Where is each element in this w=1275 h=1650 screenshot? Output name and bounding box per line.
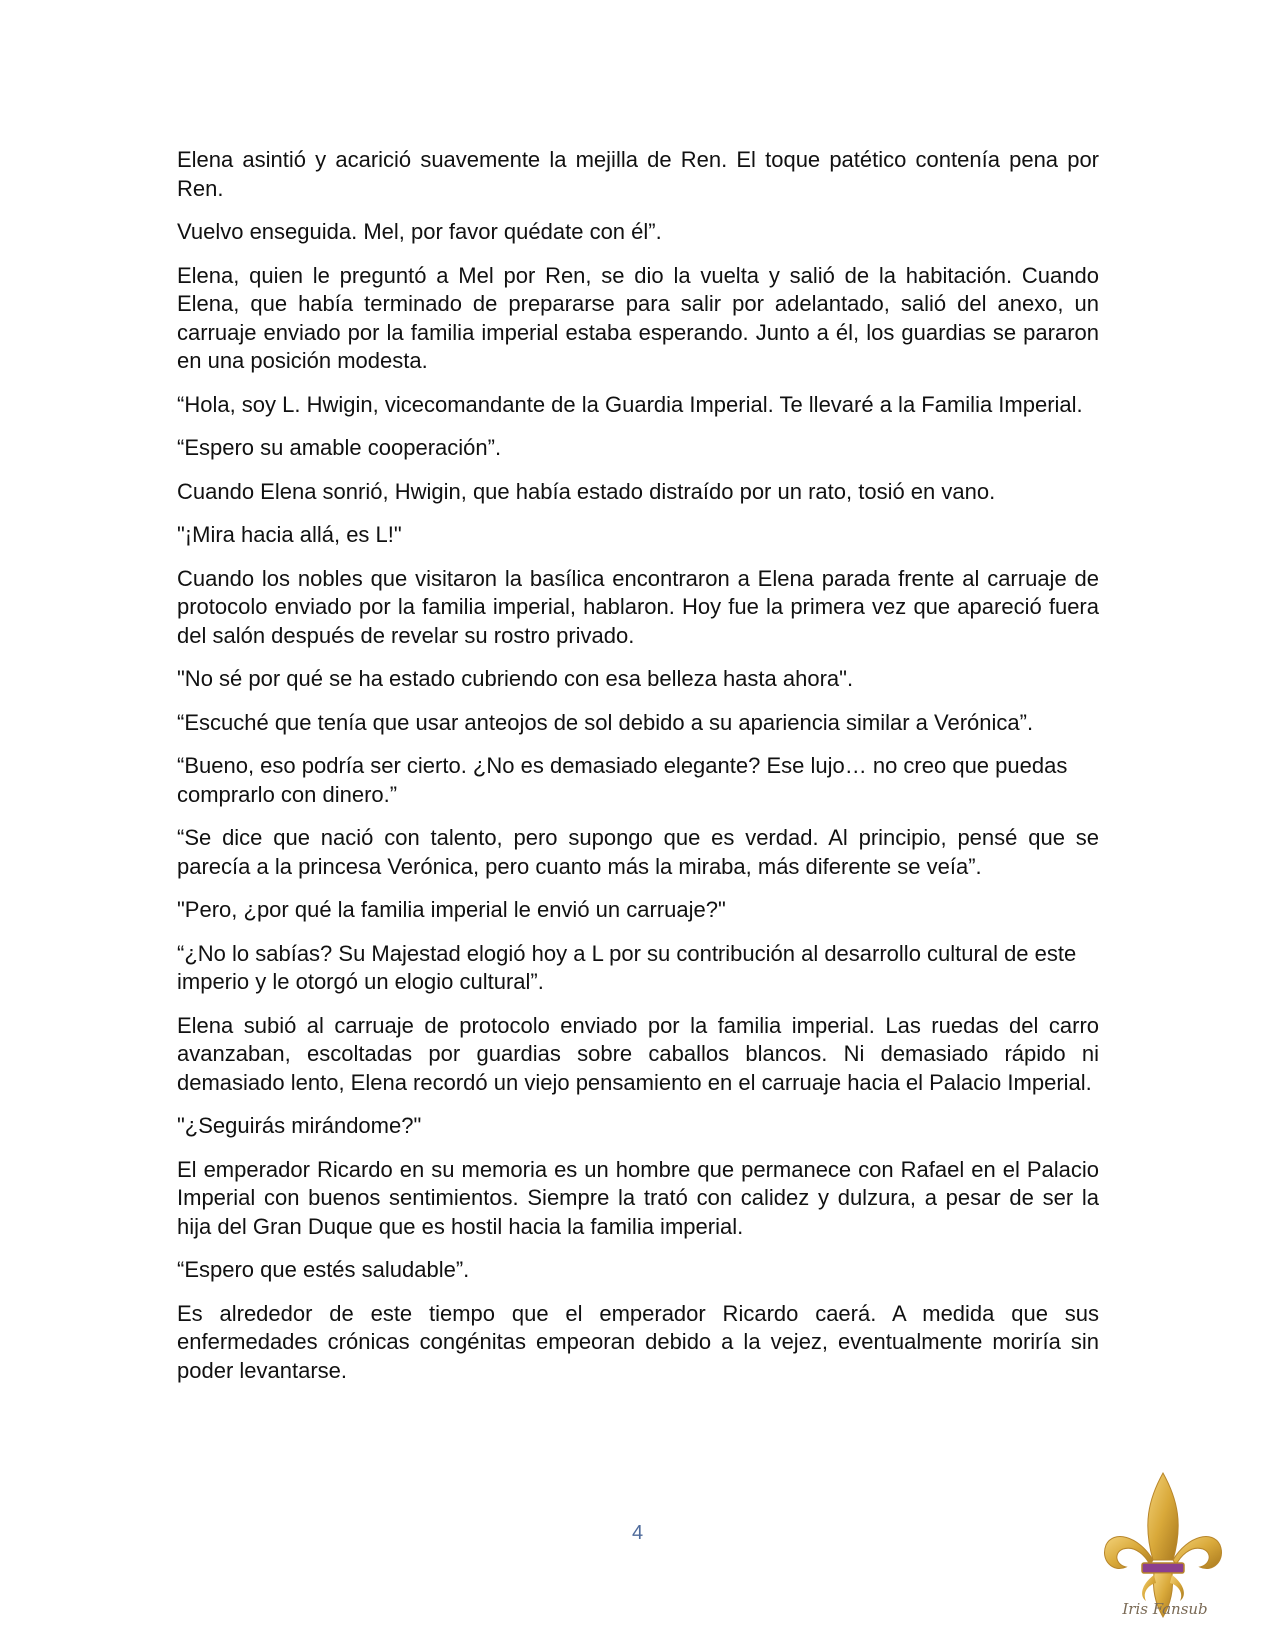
paragraph: Cuando los nobles que visitaron la basílica encontraron a Elena parada frente al carruaje de protocolo enviado por la familia imperial, hablaron. Hoy fue la primera vez que apareció fuera del salón después de revelar su rostro privado. xyxy=(177,565,1099,648)
paragraph: “Bueno, eso podría ser cierto. ¿No es demasiado elegante? Ese lujo… no creo que puedas comprarlo con dinero.” xyxy=(177,753,1068,807)
paragraph: Elena asintió y acarició suavemente la mejilla de Ren. El toque patético contenía pena por Ren. xyxy=(177,147,1099,201)
paragraph: Elena subió al carruaje de protocolo enviado por la familia imperial. Las ruedas del carro avanzaban, escoltadas por guardias sobre caballos blancos. Ni demasiado rápido ni demasiado lento, Elena recordó un viejo pensamiento en el carruaje hacia el Palacio Imperial. xyxy=(177,1012,1099,1095)
paragraph: “Hola, soy L. Hwigin, vicecomandante de la Guardia Imperial. Te llevaré a la Familia Imperial. xyxy=(177,391,1083,417)
paragraph: "¿Seguirás mirándome?" xyxy=(177,1113,422,1138)
document-body xyxy=(177,146,1099,1400)
paragraph: “Espero su amable cooperación”. xyxy=(177,435,502,460)
paragraph: "No sé por qué se ha estado cubriendo con esa belleza hasta ahora". xyxy=(177,666,854,691)
paragraph: Elena, quien le preguntó a Mel por Ren, se dio la vuelta y salió de la habitación. Cuando Elena, que había terminado de prepararse para salir por adelantado, salió del anexo, un carruaje enviado por la familia imperial estaba esperando. Junto a él, los guardias se pararon en una posición modesta. xyxy=(177,262,1099,373)
paragraph: “¿No lo sabías? Su Majestad elogió hoy a L por su contribución al desarrollo cultural de este imperio y le otorgó un elogio cultural”. xyxy=(177,940,1077,994)
logo-caption: Iris Fansub xyxy=(1122,1600,1208,1618)
paragraph: Vuelvo enseguida. Mel, por favor quédate con él”. xyxy=(177,219,662,244)
paragraph: “Se dice que nació con talento, pero supongo que es verdad. Al principio, pensé que se parecía a la princesa Verónica, pero cuanto más la miraba, más diferente se veía”. xyxy=(177,825,1099,879)
paragraph: El emperador Ricardo en su memoria es un hombre que permanece con Rafael en el Palacio Imperial con buenos sentimientos. Siempre la trató con calidez y dulzura, a pesar de ser la hija del Gran Duque que es hostil hacia la familia imperial. xyxy=(177,1156,1099,1239)
paragraph: "¡Mira hacia allá, es L!" xyxy=(177,522,402,547)
paragraph: "Pero, ¿por qué la familia imperial le envió un carruaje?" xyxy=(177,897,726,922)
page-number: 4 xyxy=(631,1522,644,1544)
paragraph: Es alrededor de este tiempo que el emperador Ricardo caerá. A medida que sus enfermedades crónicas congénitas empeoran debido a la vejez, eventualmente moriría sin poder levantarse. xyxy=(177,1300,1099,1383)
paragraph: Cuando Elena sonrió, Hwigin, que había estado distraído por un rato, tosió en vano. xyxy=(177,478,996,504)
paragraph: “Escuché que tenía que usar anteojos de sol debido a su apariencia similar a Verónica”. xyxy=(177,709,1034,735)
paragraph: “Espero que estés saludable”. xyxy=(177,1257,470,1282)
